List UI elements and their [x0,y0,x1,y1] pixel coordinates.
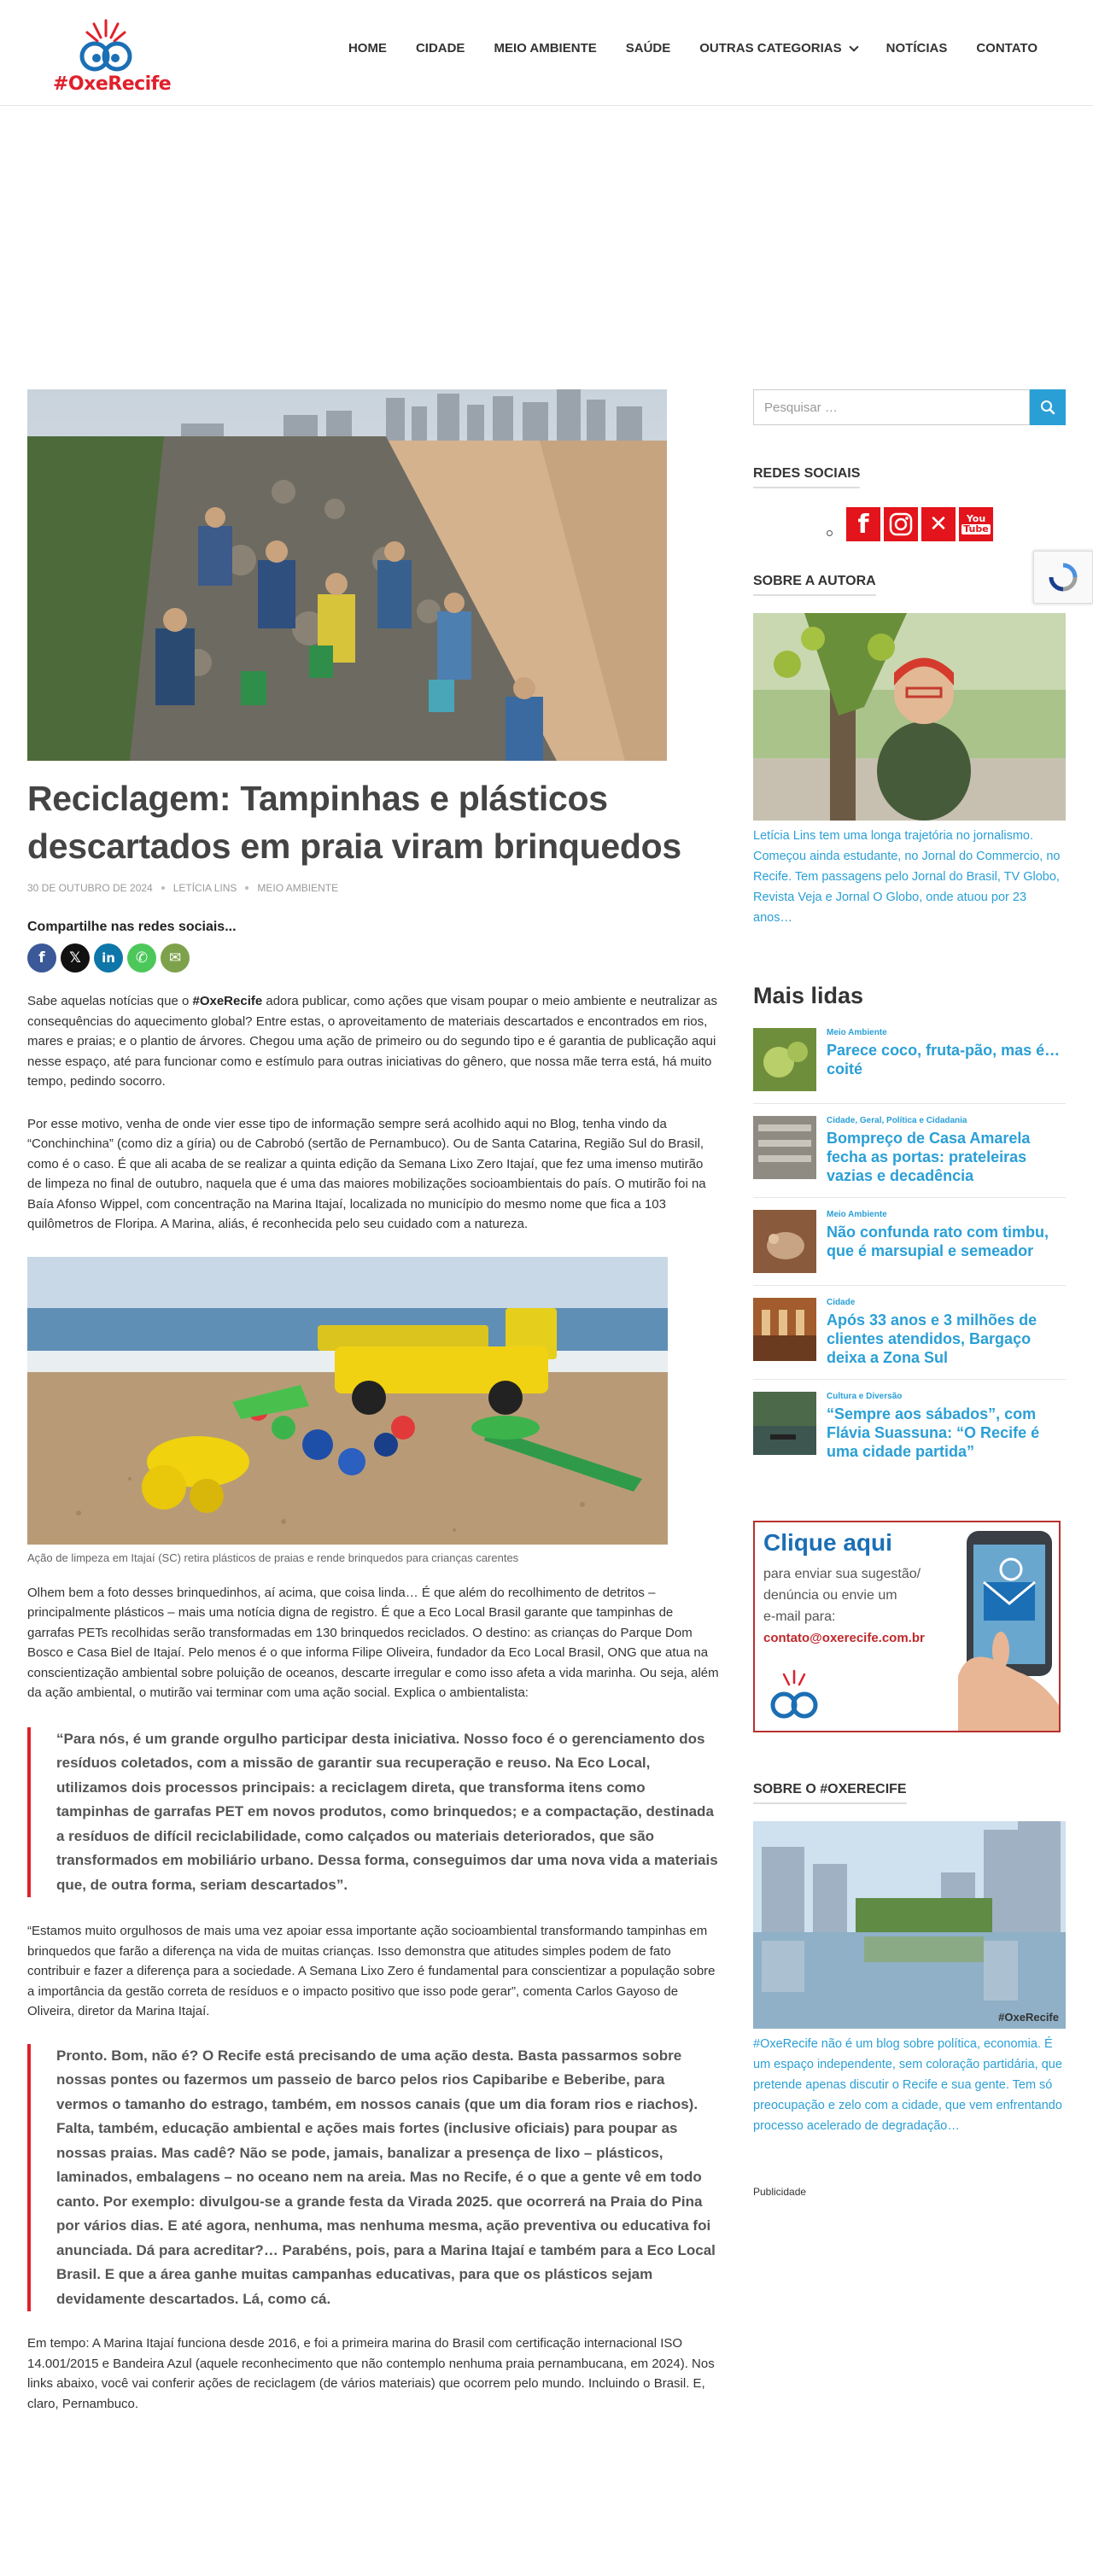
toys-image [27,1257,668,1545]
share-buttons [27,943,719,973]
thumbnail [753,1210,816,1273]
paragraph: “Estamos muito orgulhosos de mais uma vez apoiar essa importante ação socioambiental transformando tampinhas em brinquedos que farão a diferença na vida de muitas crianças. Isso demonstra que atitudes simples podem de fato contribuir e fazer a diferença para a sociedade. A Semana Lixo Zero é fundamental para conscientizar a população sobre a importância da gestão correta de resíduos e o impacto positivo que isso pode gerar”, comenta Carlos Gayoso de Oliveira, diretor da Marina Itajaí. [27,1924,716,2018]
paragraph: Em tempo: A Marina Itajaí funciona desde 2016, e foi a primeira marina do Brasil com certificação internacional ISO 14.001/2015 e Bandeira Azul (aquele reconhecimento que não contemplo nenhuma praia pernambucana, em 2024). Nos links abaixo, você vai conferir ações de reciclagem (de vários materiais) que ocorrem pelo mundo. Incluindo o Brasil. E, claro, Pernambuco. [27,2336,715,2411]
youtube-label-tube: Tube [963,523,989,534]
contact-line: denúncia ou envie um [763,1588,897,1603]
main-nav [334,41,1052,55]
widget-title: SOBRE A AUTORA [753,574,876,596]
list-item-category[interactable]: Meio Ambiente [827,1210,887,1219]
meta-separator [245,886,248,890]
share-title: Compartilhe nas redes sociais... [27,920,237,934]
email-icon[interactable]: ✉ [161,943,190,973]
list-item-title[interactable]: “Sempre aos sábados”, com Flávia Suassuna: “O Recife é uma cidade partida” [827,1405,1040,1460]
site-logo[interactable] [53,17,172,96]
x-icon[interactable]: 𝕏 [61,943,90,973]
facebook-icon[interactable]: f [27,943,56,973]
about-photo [753,1821,1066,2029]
list-item-category[interactable]: Meio Ambiente [827,1028,887,1037]
list-item-title[interactable]: Após 33 anos e 3 milhões de clientes atendidos, Bargaço deixa a Zona Sul [827,1311,1037,1366]
author-photo [753,613,1066,821]
thumbnail [753,1298,816,1361]
ad-label: Publicidade [753,2186,807,2198]
post-title: Reciclagem: Tampinhas e plásticos descartados em praia viram brinquedos [27,779,681,866]
list-item-category[interactable]: Cidade [827,1298,856,1307]
post-date[interactable]: 30 DE OUTUBRO DE 2024 [27,882,153,894]
mais-lidas-widget [753,983,1066,1473]
figure-caption: Ação de limpeza em Itajaí (SC) retira plásticos de praias e rende brinquedos para crianças carentes [27,1551,519,1564]
paragraph [27,991,719,1092]
nav-saude[interactable]: SAÚDE [625,41,671,55]
nav-noticias[interactable]: NOTÍCIAS [886,41,948,55]
list-item[interactable] [753,1104,1066,1198]
mais-lidas-list [753,1016,1066,1473]
contact-headline: Clique aqui [763,1529,892,1556]
linkedin-icon[interactable]: in [94,943,123,973]
recaptcha-badge[interactable] [1033,551,1093,604]
list-item[interactable] [753,1198,1066,1286]
contact-email[interactable]: contato@oxerecife.com.br [763,1631,925,1645]
facebook-icon[interactable]: f [846,507,880,541]
post-author[interactable]: LETÍCIA LINS [172,882,237,894]
search-button[interactable] [1030,389,1066,425]
recaptcha-icon [1046,560,1080,594]
list-item[interactable] [753,1380,1066,1473]
social-widget [753,466,1066,541]
author-widget [753,574,1066,928]
list-item-title[interactable]: Não confunda rato com timbu, que é marsupial e semeador [827,1224,1049,1259]
site-header [0,0,1093,106]
nav-contato[interactable]: CONTATO [976,41,1037,55]
x-icon[interactable]: ✕ [921,507,956,541]
list-item-title[interactable]: Bompreço de Casa Amarela fecha as portas: prateleiras vazias e decadência [827,1130,1031,1184]
thumbnail [753,1028,816,1091]
mais-lidas-title: Mais lidas [753,983,864,1008]
phone-icon [941,1522,1061,1731]
nav-outras-label: OUTRAS CATEGORIAS [699,41,842,55]
contact-text [763,1563,925,1649]
logo-icon [760,1668,828,1727]
widget-title: REDES SOCIAIS [753,466,860,488]
youtube-label: You [966,513,986,524]
nav-outras-categorias[interactable] [685,41,871,55]
article [27,389,719,2414]
meta-separator [161,886,165,890]
contact-line: para enviar sua sugestão/ [763,1567,921,1581]
list-item-category[interactable]: Cultura e Diversão [827,1392,903,1401]
list-item[interactable] [753,1016,1066,1104]
search-input[interactable]: Pesquisar … [753,389,1030,425]
about-text[interactable]: #OxeRecife não é um blog sobre política, economia. É um espaço independente, sem coloração partidária, que pretende apenas discutir o Recife e sua gente. Tem só preocupação e zelo com a cidade, que vem enfrentando processo acelerado de degradação… [753,2037,1062,2133]
blockquote: Pronto. Bom, não é? O Recife está precisando de uma ação desta. Basta passarmos sobre nossas pontes ou fazermos um passeio de barco pelos rios Capibaribe e Beberibe, para vermos o tamanho do estrago, também, em nossos canais (que um dia foram rios e riachos). Falta, também, educação ambiental e ações mais fortes (inclusive oficiais) para poupar as nossas praias. Mas cadê? Não se pode, jamais, banalizar a presença de lixo – plásticos, laminados, embalagens – no oceano nem na areia. Mas no Recife, é o que a gente vê em todo canto. Por exemplo: divulgou-se a grande festa da Virada 2025. que ocorrerá na Praia do Pina por vários dias. E até agora, nenhuma, mas nenhuma mesma, ação preventiva ou educativa foi anunciada. Dá para acreditar?… Parabéns, pois, para a Marina Itajaí e também para a Eco Local Brasil. E que a área ganhe muitas campanhas educativas, para que os plásticos sejam devidamente descartados. Lá, como cá. [27,2044,719,2312]
chevron-down-icon [849,42,858,51]
hero-image [27,389,667,761]
paragraph-text: Sabe aquelas notícias que o [27,994,193,1008]
logo-text: #OxeRecife [53,73,172,95]
social-icons [827,507,1066,541]
thumbnail [753,1392,816,1455]
article-figure [27,1257,719,1564]
search-form [753,389,1066,425]
list-item-category[interactable]: Cidade, Geral, Política e Cidadania [827,1116,967,1125]
paragraph-text: adora publicar, como ações que visam poupar o meio ambiente e neutralizar as consequências do aquecimento global? Entre estas, o aproveitamento de materiais descartados e encontrados em rios, mares e praias; e o plantio de árvores. Chegou uma ação de primeiro ou do segundo tipo e é garantia de publicação aqui nesse espaço, até para funcionar como e estímulo para outras iniciativas do gênero, que nossa mãe terra está, há muito tempo, pedindo socorro. [27,994,718,1089]
post-meta [27,882,719,894]
list-item-title[interactable]: Parece coco, fruta-pão, mas é… coité [827,1042,1061,1078]
youtube-icon[interactable] [959,507,993,541]
instagram-icon[interactable] [884,507,918,541]
author-bio[interactable]: Letícia Lins tem uma longa trajetória no jornalismo. Começou ainda estudante, no Jornal do Commercio, no Recife. Tem passagens pelo Jornal do Brasil, TV Globo, Revista Veja e Jornal O Globo, onde atuou por 23 anos… [753,829,1061,925]
about-widget [753,1782,1066,2136]
nav-meio-ambiente[interactable]: MEIO AMBIENTE [494,41,597,55]
list-item[interactable] [753,1286,1066,1380]
paragraph-bold: #OxeRecife [192,994,263,1008]
widget-title: SOBRE O #OXERECIFE [753,1782,907,1804]
paragraph: Por esse motivo, venha de onde vier esse tipo de informação sempre será acolhido aqui no Blog, tenha vindo da “Conchinchina” (como diz a gíria) ou de Cabrobó (sertão de Pernambuco). Ou de Santa Catarina, Região Sul do Brasil, como é o caso. É que ali acaba de se realizar a quinta edição da Semana Lixo Zero Itajaí, que fez uma imenso mutirão de limpeza no final de outubro, naquela que é uma das maiores mobilizações socioambientais do país. O mutirão foi na Baía Afonso Wippel, com concentração na Marina Itajaí, localizada no município do mesmo nome que fica a 103 quilômetros de Floripa. A Marina, aliás, é reconhecida pelo seu cuidado com a natureza. [27,1116,706,1231]
logo-icon [53,17,159,73]
paragraph: Olhem bem a foto desses brinquedinhos, aí acima, que coisa linda… É que além do recolhimento de detritos – principalmente plásticos – mais uma notícia digna de registro. É que a Eco Local Brasil garante que tampinhas de garrafas PETs recolhidas serão transformadas em 130 brinquedos reciclados. O destino: as crianças do Parque Dom Bosco e Casa Biel de Itajaí. Pelo menos é o que informa Filipe Oliveira, fundador da Eco Local Brasil, ONG que atua na conscientização ambiental sobre poluição de oceanos, descarte irregular e como isso afeta a vida marinha. Ou seja, além da ação ambiental, o mutirão vai terminar com uma ação social. Explica o ambientalista: [27,1585,719,1700]
sidebar [753,389,1066,2198]
contact-line: e-mail para: [763,1609,836,1624]
about-watermark: #OxeRecife [998,2011,1059,2024]
blockquote: “Para nós, é um grande orgulho participar desta iniciativa. Nosso foco é o gerenciamento dos resíduos coletados, com a missão de garantir sua recuperação e reuso. Na Eco Local, utilizamos dois processos principais: a reciclagem direta, que transforma itens como tampinhas de garrafas PET em novos produtos, como brinquedos; e a compactação, destinada a resíduos de difícil reciclabilidade, como calçados ou materiais deteriorados, que são transformados em mobiliário urbano. Dessa forma, conseguimos dar uma nova vida a materiais que, de outra forma, seriam descartados”. [27,1727,719,1898]
nav-cidade[interactable]: CIDADE [415,41,465,55]
search-icon [1040,400,1055,415]
nav-home[interactable]: HOME [348,41,387,55]
post-category[interactable]: MEIO AMBIENTE [257,882,339,894]
top-ad-space [0,107,1093,388]
contact-banner[interactable] [753,1521,1061,1732]
list-bullet [827,530,833,536]
thumbnail [753,1116,816,1179]
whatsapp-icon[interactable]: ✆ [127,943,156,973]
